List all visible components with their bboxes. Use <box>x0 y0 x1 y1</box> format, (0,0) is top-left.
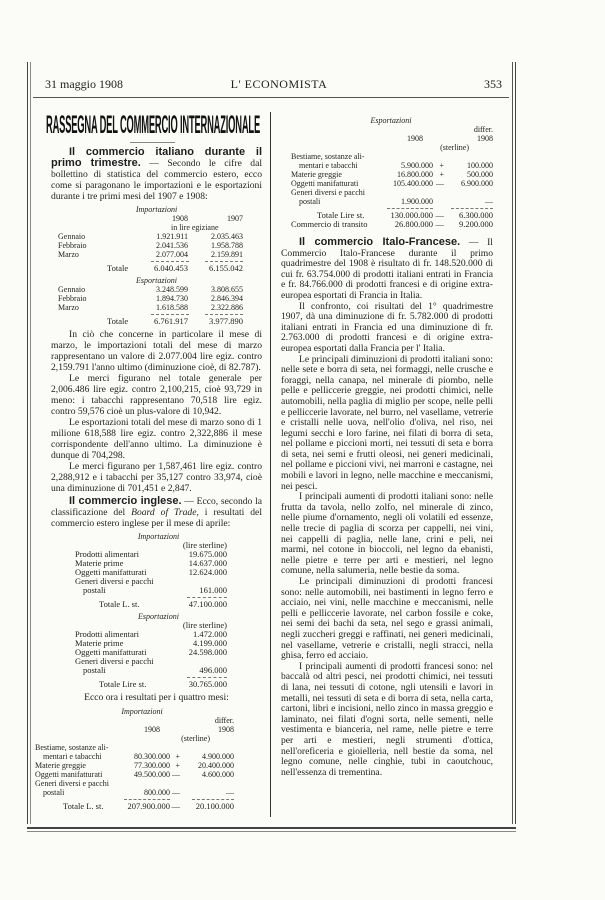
table-total-row <box>51 680 262 689</box>
total-value: 6.761.917 <box>154 316 188 326</box>
table-row <box>32 761 262 770</box>
table-row <box>51 250 262 259</box>
total-value: 47.100.000 <box>188 599 227 609</box>
table-row <box>51 666 262 675</box>
paragraph: Il confronto, coi risultati del 1° quadrimestre 1907, dà una diminuzione di fr. 5.782.000 di prodotti italiani entrati in Francia ed una diminuzione di fr. 2.763.000 di prodotti francesi e di origine extra-europea esportati dalla Francia per l' Italia. <box>281 300 493 354</box>
cell-value: 3.248.599 <box>156 285 188 294</box>
table-header-row <box>281 125 493 134</box>
row-label: mentari e tabacchi <box>299 161 358 170</box>
total-label: Commercio di transito <box>291 219 368 229</box>
table-row <box>51 241 262 250</box>
right-column <box>281 113 493 778</box>
column-divider <box>270 112 271 817</box>
row-label: Materie prime <box>75 638 124 648</box>
row-label: Materie prime <box>75 558 124 568</box>
cell-value: 800.000 <box>144 788 170 797</box>
column-header: 1908 <box>172 214 188 223</box>
total-value: 30.765.000 <box>188 679 227 689</box>
row-label: postali <box>299 197 321 206</box>
cell-value: 105.400.000 <box>393 179 433 188</box>
header-journal-title: L' ECONOMISTA <box>230 77 328 91</box>
table-four-months-imports <box>32 707 262 811</box>
cell-sign: — <box>172 770 180 779</box>
table-unit: (lire sterline) <box>182 540 227 550</box>
cell-value: 16.800.000 <box>397 170 433 179</box>
row-label: Materie greggie <box>291 170 342 179</box>
cell-value: 3.808.655 <box>211 285 243 294</box>
table-title: Importazioni <box>135 205 178 214</box>
table-row <box>281 170 493 179</box>
page-border-bottom-inner <box>27 831 516 832</box>
article-heading: Il commercio italiano durante il primo trimestre. <box>51 146 262 169</box>
row-label: Gennaio <box>58 285 86 294</box>
cell-sign: — <box>436 179 444 188</box>
table-title: Importazioni <box>121 707 163 716</box>
column-header: 1908 <box>144 725 160 734</box>
cell-value: 161.000 <box>199 585 227 595</box>
paragraph: In ciò che concerne in particolare il mese di marzo, le importazioni totali del mese di marzo rappresentano un valore di 2.077.004 lire egiz. contro 2,159.791 l'anno ultimo (diminuzione cioè, di 82.787). <box>51 329 262 373</box>
table-row <box>51 285 262 294</box>
total-label: Totale Lire st. <box>99 679 147 689</box>
total-value: 6.155.042 <box>209 263 243 273</box>
row-label: postali <box>83 665 106 675</box>
table-unit-row <box>51 223 262 232</box>
table-row <box>281 188 493 197</box>
row-label: Marzo <box>58 303 79 312</box>
table-row <box>51 232 262 241</box>
table-header-row <box>32 716 262 725</box>
paragraph-text: — Ecco, secondo la classificazione del <box>51 496 263 518</box>
cell-value: 2.077.004 <box>156 250 188 259</box>
paragraph: Le principali diminuzioni di prodotti francesi sono: nelle automobili, nei bastimenti in legno ferro e acciaio, nei vini, nelle macchine e meccanismi, nelle pelli e pelliccerie lavorate, nel carbon fossile e coke, nei semi dei bachi da seta, nel sego e grassi animali, negli zuccheri greggi e raffinati, nei generi medicinali, nel vasellame, vetrerie e cristalli, negli stracci, nella ghisa, ferro ed acciaio. <box>281 576 493 662</box>
paragraph-italic: Board of Trade, <box>131 507 199 518</box>
total-value: 26.800.000 <box>394 219 433 229</box>
title-rule <box>130 142 175 143</box>
table-header-row <box>51 214 262 223</box>
paragraph: Le merci figurano per 1,587,461 lire egiz. contro 2,288,912 e i tabacchi per 35,127 contro 33,974, cioè una diminuzione di 701,451 e 2,847. <box>51 461 262 494</box>
cell-value: 49.500.000 <box>134 770 170 779</box>
paragraph: Le principali diminuzioni di prodotti italiani sono: nelle sete e borra di seta, nei formaggi, nelle crusche e foraggi, nella canapa, nel minerale di piombo, nelle pelle e pelliccerie greggie, nei prodotti chimici, nelle automobili, nella paglia di miglio per scope, nelle pelli e pelliccerie lavorate, nel burro, nel vasellame, vetrerie e cristalli nelle uova, nell'olio d'oliva, nel riso, nei legumi secchi e loro farine, nei filati di borra di seta, nel pollame e piccioni morti, nei tessuti di seta e borra di seta, nei semi e frutti oleosi, nei generi medicinali, nel pollame e piccioni vivi, nei marroni e castagne, nei mobili e lavori in legno, nelle macchine e meccanismi, nei pesci. <box>281 353 493 492</box>
column-header: differ. <box>214 716 234 725</box>
table-row <box>51 586 262 595</box>
table-unit: in lire egiziane <box>171 223 219 232</box>
cell-value: 1.618.588 <box>156 303 188 312</box>
cell-sign: + <box>175 761 180 770</box>
table-row <box>281 161 493 170</box>
cell-diff: — <box>226 788 234 797</box>
paragraph: Le merci figurano nel totale generale per 2,006.486 lire egiz. contro 2,100,215, cioè 93,729 in meno: i tabacchi rappresentano 70,518 lire egiz. contro 59,576 cioè un plus-valore di 10,942. <box>51 373 262 417</box>
total-value: 207.900.000 <box>127 801 170 811</box>
cell-diff: 500.000 <box>467 170 493 179</box>
row-label: Oggetti manifatturati <box>291 179 359 188</box>
total-value: 6.040.453 <box>154 263 188 273</box>
row-label: Generi diversi e pacchi <box>291 188 365 197</box>
table-row <box>51 294 262 303</box>
cell-diff: 4.900.000 <box>202 752 234 761</box>
cell-sign: + <box>439 161 444 170</box>
cell-diff: 6.900.000 <box>461 179 493 188</box>
row-label: Febbraio <box>58 241 87 250</box>
cell-value: 1.921.911 <box>156 232 188 241</box>
paragraph: Le esportazioni totali del mese di marzo sono di 1 milione 618,588 lire egiz. contro 2,322,886 il mese corrispondente dell'anno ultimo. La diminuzione è dunque di 704,298. <box>51 417 262 461</box>
table-row <box>32 779 262 788</box>
page-border-right <box>515 62 516 824</box>
table-row <box>32 788 262 797</box>
paragraph <box>51 496 262 529</box>
header-date: 31 maggio 1908 <box>45 77 123 91</box>
total-label: Totale <box>107 316 129 326</box>
cell-sign: — <box>171 801 180 811</box>
cell-value: 14.637.000 <box>188 558 227 568</box>
page-border-bottom <box>27 827 516 829</box>
column-header: 1908 <box>218 725 234 734</box>
row-label: postali <box>83 585 106 595</box>
header-rule <box>33 97 509 98</box>
cell-value: 80.300.000 <box>134 752 170 761</box>
table-unit: (lire sterline) <box>182 620 227 630</box>
cell-value: 1.958.788 <box>211 241 243 250</box>
column-header: 1908 <box>407 134 423 143</box>
table-uk-imports <box>51 532 262 609</box>
table-header-row <box>32 725 262 734</box>
row-label: Oggetti manifatturati <box>75 647 147 657</box>
section-title: RASSEGNA DEL COMMERCIO INTERNAZIONALE <box>46 111 260 139</box>
table-title-row <box>51 276 262 285</box>
cell-value: 77.300.000 <box>134 761 170 770</box>
total-label: Totale <box>107 263 129 273</box>
cell-value: 4.199.000 <box>193 638 227 648</box>
header-page-number: 353 <box>484 77 502 91</box>
cell-sign: + <box>175 752 180 761</box>
four-months-intro: Ecco ora i resultati per i quattro mesi: <box>84 692 229 703</box>
page-border-right-inner <box>512 62 513 824</box>
left-column <box>35 146 263 814</box>
paragraph <box>51 147 262 202</box>
total-label: Totale Lire st. <box>317 210 365 220</box>
row-label: Generi diversi e pacchi <box>75 576 154 586</box>
cell-diff: 20.400.000 <box>198 761 234 770</box>
table-title: Esportazioni <box>138 612 179 621</box>
paragraph-text: — Secondo le cifre dal bollettino di statistica del commercio estero, ecco come si paragonano le importazioni e le esportazioni durante i tre primi mesi del 1907 e 1908: <box>51 158 263 202</box>
table-unit-row <box>32 734 262 743</box>
article-heading: Il commercio inglese. <box>69 495 182 507</box>
cell-sign: — <box>172 788 180 797</box>
paragraph-text: — Il Commercio Italo-Francese durante il primo quadrimestre del 1908 è risultato di fr. 148.520.000 di cui fr. 63.754.000 di prodotti italiani entrati in Francia e fr. 84.766.000 di prodotti francesi e di origine extra-europea esportati di Francia in Italia. <box>281 237 493 301</box>
table-total-row <box>51 317 262 326</box>
table-total-row <box>32 802 262 811</box>
cell-diff: 9.200.000 <box>459 219 493 229</box>
table-title-row <box>32 707 262 716</box>
column-header: differ. <box>473 125 493 134</box>
cell-value: 12.624.000 <box>188 567 227 577</box>
paragraph: I principali aumenti di prodotti francesi sono: nel baccalà od altri pesci, nei prodotti chimici, nei tessuti di lana, nei tessuti di cotone, ngli utensili e lavori in metalli, nei tessuti di seta e di borra di seta, nella carta, cartoni, libri e incisioni, nello zinco in massa greggio e laminato, nei filati d'ogni sorta, nelle sementi, nelle vestimenta e bianceria, nel rame, nelle pietre e terre per arti e mestieri, negli strumenti d'ottica, nell'oreficeria e gioielleria, nell bestie da soma, nel legno comune, nelle cinghie, tubi in caoutchouc, nell'essenza di trementina. <box>281 660 493 778</box>
cell-value: 1.900.000 <box>401 197 433 206</box>
cell-value: 24.598.000 <box>188 647 227 657</box>
cell-diff: — <box>485 197 493 206</box>
cell-value: 2.041.536 <box>156 241 188 250</box>
row-label: Materie greggie <box>35 761 86 770</box>
row-label: postali <box>43 788 65 797</box>
column-header: 1907 <box>227 214 243 223</box>
table-unit-row <box>281 143 493 152</box>
row-label: Generi diversi e pacchi <box>35 779 109 788</box>
table-title-row <box>281 116 493 125</box>
row-label: mentari e tabacchi <box>43 752 102 761</box>
table-row <box>32 770 262 779</box>
paragraph-text: i resultati del commercio estero inglese per il mese di aprile: <box>51 507 262 529</box>
row-label: Oggetti manifatturati <box>35 770 103 779</box>
table-transit-row <box>281 220 493 229</box>
total-label: Totale L. st. <box>63 801 104 811</box>
row-label: Prodotti alimentari <box>75 629 139 639</box>
table-title-row <box>51 205 262 214</box>
total-value: 130.000.000 <box>390 210 433 220</box>
table-row <box>281 179 493 188</box>
paragraph <box>281 237 493 302</box>
table-uk-exports <box>51 612 262 689</box>
total-value: 3.977.890 <box>209 316 243 326</box>
table-header-row <box>281 134 493 143</box>
table-row <box>32 752 262 761</box>
table-title: Importazioni <box>137 532 180 541</box>
cell-value: 1.894.730 <box>156 294 188 303</box>
cell-value: 496.000 <box>199 665 227 675</box>
total-label: Totale L. st. <box>99 599 140 609</box>
table-total-row <box>51 600 262 609</box>
table-total-row <box>51 264 262 273</box>
row-label: Bestiame, sostanze ali- <box>291 152 365 161</box>
column-header: 1908 <box>477 134 493 143</box>
page-border-left <box>27 62 28 824</box>
table-row <box>281 197 493 206</box>
cell-value: 2.159.891 <box>211 250 243 259</box>
cell-value: 2.035.463 <box>211 232 243 241</box>
table-italy-exports <box>51 276 262 326</box>
cell-diff: 100.000 <box>467 161 493 170</box>
table-four-months-exports <box>281 116 493 229</box>
cell-diff: 6.300.000 <box>459 210 493 220</box>
table-title: Esportazioni <box>136 276 177 285</box>
cell-sign: + <box>439 170 444 179</box>
table-title-row <box>51 612 262 621</box>
row-label: Bestiame, sostanze ali- <box>35 743 109 752</box>
row-label: Prodotti alimentari <box>75 549 139 559</box>
cell-value: 2.322.886 <box>211 303 243 312</box>
cell-diff: 4.600.000 <box>202 770 234 779</box>
section-title-wrap <box>46 112 260 138</box>
table-title: Esportazioni <box>370 116 412 125</box>
table-row <box>32 743 262 752</box>
row-label: Febbraio <box>58 294 87 303</box>
table-italy-imports <box>51 205 262 273</box>
page-border-left-inner <box>30 62 31 824</box>
table-row <box>281 152 493 161</box>
row-label: Oggetti manifatturati <box>75 567 147 577</box>
cell-sign: — <box>435 219 444 229</box>
row-label: Generi diversi e pacchi <box>75 656 154 666</box>
cell-sign: — <box>435 210 444 220</box>
cell-value: 2.846.394 <box>211 294 243 303</box>
row-label: Marzo <box>58 250 79 259</box>
paragraph: I principali aumenti di prodotti italiani sono: nelle frutta da tavola, nello zolfo, nel minerale di zinco, nelle piume d'ornamento, negli oli volatili ed essenze, nelle trecie di paglia di scorza per cappelli, nei vini, nei cappelli di paglia, nelle lane, crini e peli, nei marmi, nel cotone in bioccoli, nel legno da ebanisti, nelle pietre e terre per arti e mestieri, nel legno comune, nella salumeria, nelle bestie da soma. <box>281 491 493 577</box>
row-label: Gennaio <box>58 232 86 241</box>
cell-value: 1.472.000 <box>193 629 227 639</box>
table-title-row <box>51 532 262 541</box>
cell-diff: 20.100.000 <box>195 801 234 811</box>
cell-value: 5.900.000 <box>401 161 433 170</box>
article-heading: Il commercio Italo-Francese. <box>299 236 461 248</box>
cell-value: 19.675.000 <box>188 549 227 559</box>
table-row <box>51 303 262 312</box>
table-unit: (sterline) <box>440 143 469 152</box>
table-unit: (sterline) <box>181 734 210 743</box>
